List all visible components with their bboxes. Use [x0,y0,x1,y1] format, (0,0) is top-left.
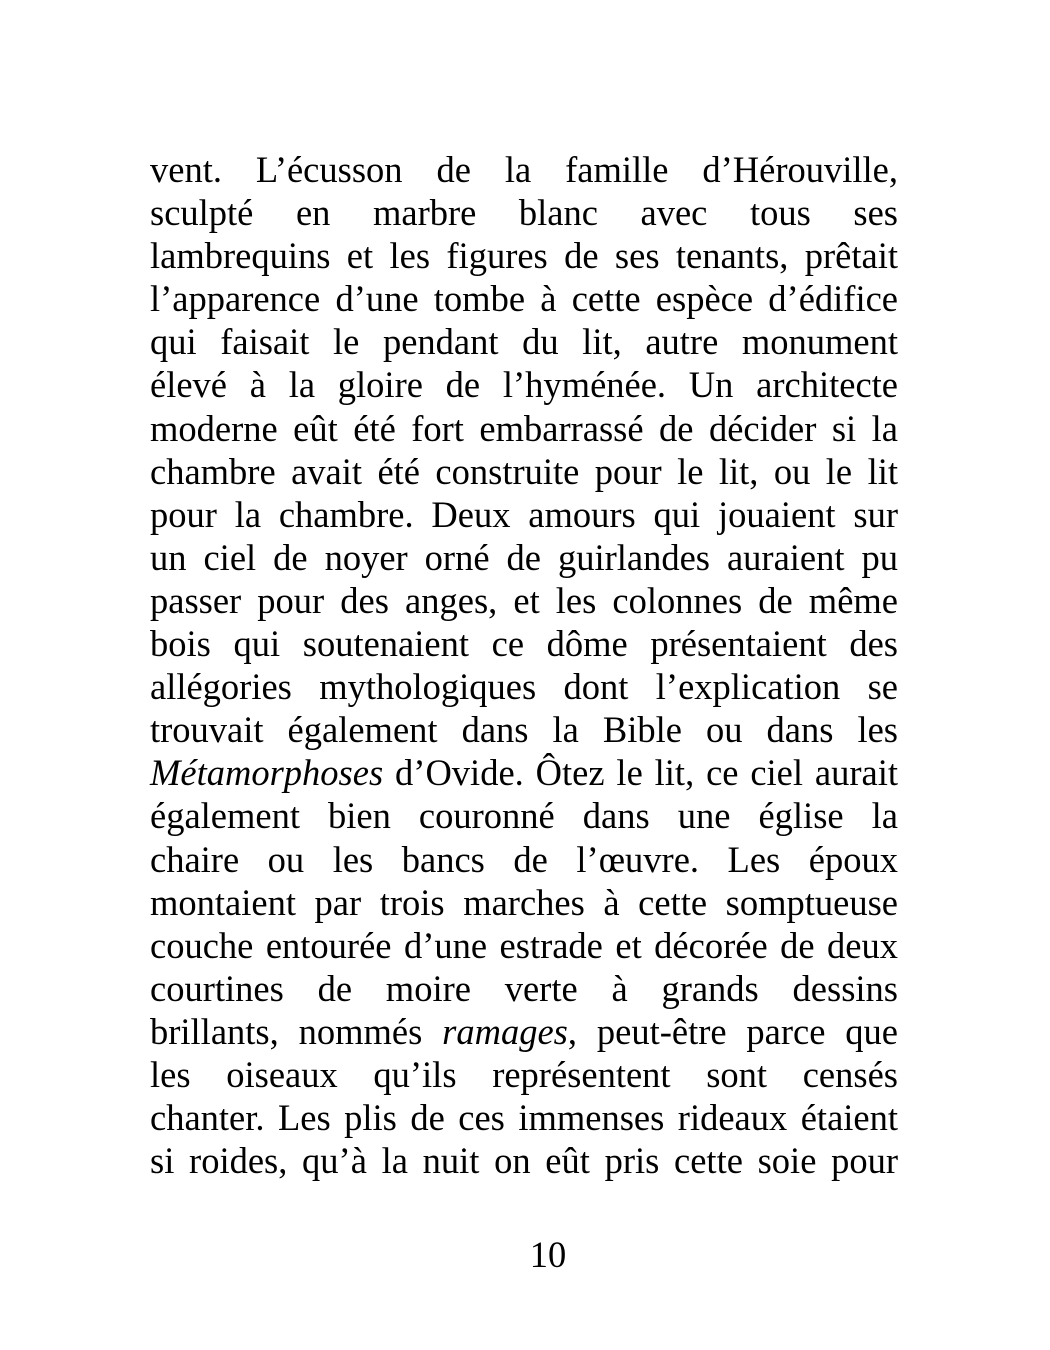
italic-term: ramages [442,1010,568,1052]
text-line: si roides, qu’à la nuit on eût pris cette soie pour [150,1140,898,1182]
text-line: chaire ou les bancs de l’œuvre. Les époux [150,838,898,880]
page-number: 10 [529,1234,567,1275]
text-line: trouvait également dans la Bible ou dans les [150,709,898,751]
body-text [150,148,898,1182]
text-line: montaient par trois marches à cette somptueuse [150,881,898,923]
text-line: un ciel de noyer orné de guirlandes auraient pu [150,536,898,578]
text-line: chanter. Les plis de ces immenses rideaux étaient [150,1097,898,1139]
text-line: passer pour des anges, et les colonnes de même [150,579,898,621]
line-text: brillants, nommés [150,1010,443,1052]
text-line: lambrequins et les figures de ses tenants, prêtait [150,235,898,277]
text-line: chambre avait été construite pour le lit, ou le lit [150,450,898,492]
text-line: sculpté en marbre blanc avec tous ses [150,192,898,234]
line-text: , peut-être parce que [567,1010,899,1052]
text-line: également bien couronné dans une église la [150,795,898,837]
text-line: qui faisait le pendant du lit, autre monument [150,321,898,363]
italic-work-title: Métamorphoses [150,752,384,794]
text-line: couche entourée d’une estrade et décorée de deux [150,924,898,966]
line-text: d’Ovide. Ôtez le lit, ce ciel aurait [383,752,898,794]
text-line: bois qui soutenaient ce dôme présentaient des [150,623,898,665]
text-line [150,1010,898,1053]
text-line: pour la chambre. Deux amours qui jouaient sur [150,493,898,535]
text-line: vent. L’écusson de la famille d’Hérouville, [150,149,898,190]
text-line: moderne eût été fort embarrassé de décider si la [150,407,898,449]
text-line: l’apparence d’une tombe à cette espèce d’édifice [150,278,898,320]
text-line: élevé à la gloire de l’hyménée. Un architecte [150,364,898,406]
text-line: courtines de moire verte à grands dessins [150,967,898,1009]
text-line: les oiseaux qu’ils représentent sont censés [150,1053,898,1095]
text-line: allégories mythologiques dont l’explication se [150,666,898,708]
text-line [150,751,898,794]
